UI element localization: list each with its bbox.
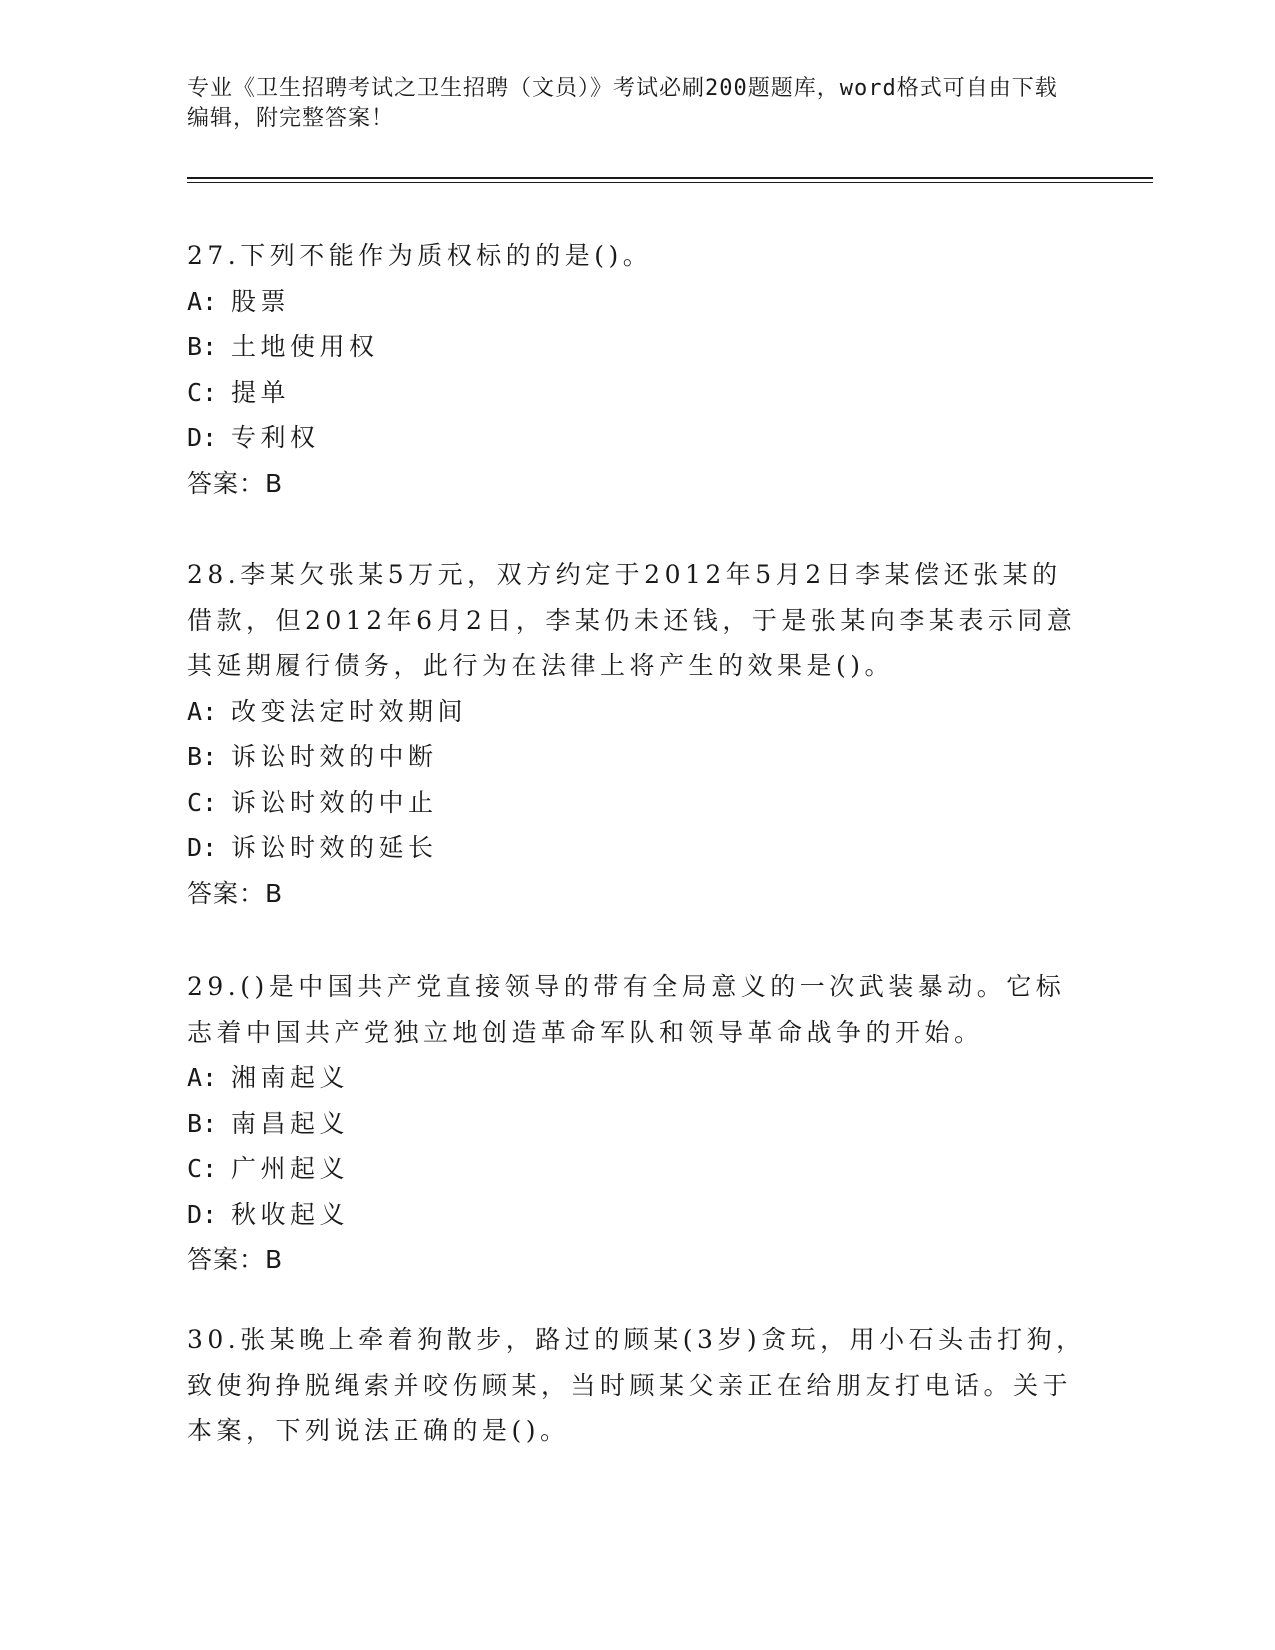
option-b xyxy=(187,734,1087,780)
question-stem: 28.李某欠张某5万元，双方约定于2012年5月2日李某偿还张某的借款，但2012年6月2日，李某仍未还钱，于是张某向李某表示同意其延期履行债务，此行为在法律上将产生的效果是()。 xyxy=(187,560,1077,680)
option-c xyxy=(187,1146,1087,1192)
option-letter: A: xyxy=(187,1063,218,1092)
answer-line: 答案：B xyxy=(187,468,284,498)
header-divider xyxy=(187,177,1153,179)
option-text: 湘南起义 xyxy=(231,1063,350,1092)
option-c xyxy=(187,780,1087,826)
option-letter: B: xyxy=(187,1108,218,1138)
option-a xyxy=(187,279,1087,325)
question-30 xyxy=(187,1317,1087,1454)
option-text: 秋收起义 xyxy=(231,1199,350,1229)
option-letter: B: xyxy=(187,332,218,361)
option-text: 改变法定时效期间 xyxy=(231,696,468,726)
option-text: 诉讼时效的中断 xyxy=(231,742,438,771)
option-a xyxy=(187,1055,1087,1101)
option-letter: B: xyxy=(187,742,218,771)
option-text: 提单 xyxy=(231,377,291,407)
question-29 xyxy=(187,964,1087,1283)
option-text: 诉讼时效的延长 xyxy=(231,833,438,862)
question-28 xyxy=(187,552,1087,916)
option-letter: C: xyxy=(187,1154,218,1183)
option-letter: D: xyxy=(187,833,218,862)
option-text: 专利权 xyxy=(231,423,320,452)
question-stem: 29.()是中国共产党直接领导的带有全局意义的一次武装暴动。它标志着中国共产党独立地创造革命军队和领导革命战争的开始。 xyxy=(187,972,1066,1047)
option-a xyxy=(187,689,1087,735)
option-letter: C: xyxy=(187,787,218,817)
option-text: 南昌起义 xyxy=(231,1108,350,1138)
option-letter: C: xyxy=(187,377,218,407)
option-d xyxy=(187,415,1087,461)
option-b xyxy=(187,1101,1087,1147)
option-letter: D: xyxy=(187,423,218,452)
question-27 xyxy=(187,233,1087,506)
option-b xyxy=(187,324,1087,370)
option-text: 土地使用权 xyxy=(231,332,379,361)
option-d xyxy=(187,1192,1087,1238)
option-letter: D: xyxy=(187,1199,218,1229)
answer-line: 答案：B xyxy=(187,878,284,908)
option-text: 诉讼时效的中止 xyxy=(231,787,438,817)
option-c xyxy=(187,370,1087,416)
option-text: 广州起义 xyxy=(231,1154,350,1183)
question-stem: 27.下列不能作为质权标的的是()。 xyxy=(187,241,653,270)
header-divider-thin xyxy=(187,182,1153,183)
option-text: 股票 xyxy=(231,286,291,316)
answer-line: 答案：B xyxy=(187,1245,284,1274)
option-d xyxy=(187,825,1087,871)
document-header: 专业《卫生招聘考试之卫生招聘（文员）》考试必刷200题题库，word格式可自由下载编辑，附完整答案！ xyxy=(187,76,1058,131)
option-letter: A: xyxy=(187,286,218,316)
question-stem: 30.张某晚上牵着狗散步，路过的顾某(3岁)贪玩，用小石头击打狗，致使狗挣脱绳索并咬伤顾某，当时顾某父亲正在给朋友打电话。关于本案，下列说法正确的是()。 xyxy=(187,1325,1086,1445)
option-letter: A: xyxy=(187,696,218,726)
